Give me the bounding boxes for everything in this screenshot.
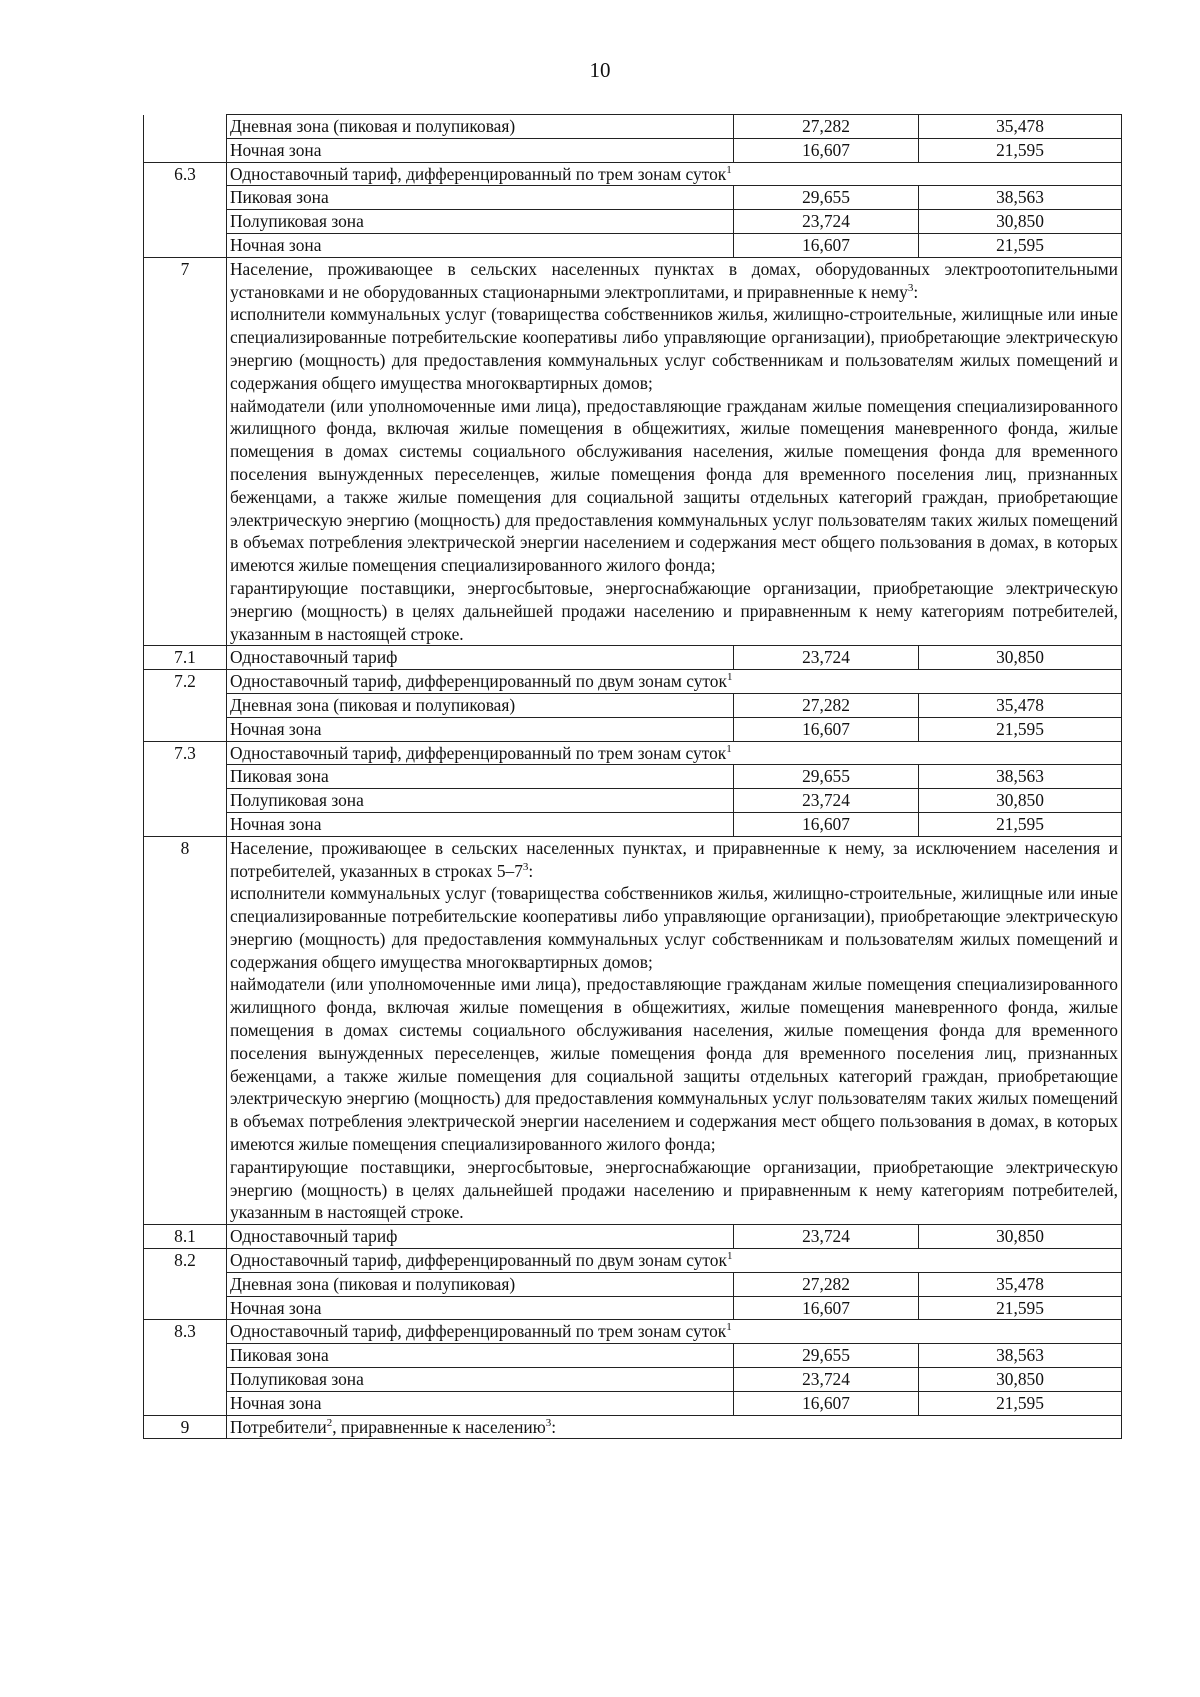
- tariff-value-2: 21,595: [919, 1296, 1122, 1320]
- footnote-ref: 1: [726, 742, 732, 755]
- table-row: [144, 1225, 1122, 1249]
- tariff-group-header: Одноставочный тариф, дифференцированный по трем зонам суток$^1$: [227, 1320, 1122, 1344]
- table-row: [144, 670, 1122, 694]
- tariff-label: Ночная зона: [227, 717, 734, 741]
- row-number: 7: [144, 257, 227, 646]
- row-number-cell: [144, 138, 227, 162]
- row-number: 7.1: [144, 646, 227, 670]
- tariff-label: Одноставочный тариф: [227, 1225, 734, 1249]
- tariff-value-2: 21,595: [919, 138, 1122, 162]
- table-row: [144, 1391, 1122, 1415]
- footnote-ref: 2: [326, 1416, 333, 1429]
- tariff-label: Дневная зона (пиковая и полупиковая): [227, 115, 734, 139]
- consumer-category-description: Потребители$^2$, приравненные к населению$^3$:: [227, 1415, 1122, 1439]
- tariff-value-2: 21,595: [919, 717, 1122, 741]
- footnote-ref: 3: [545, 1416, 552, 1429]
- row-number: 8: [144, 836, 227, 1225]
- tariff-label: Ночная зона: [227, 1296, 734, 1320]
- tariff-table: [143, 114, 1122, 1439]
- tariff-label: Ночная зона: [227, 138, 734, 162]
- tariff-group-header: Одноставочный тариф, дифференцированный по трем зонам суток$^1$: [227, 162, 1122, 186]
- tariff-value-2: 30,850: [919, 789, 1122, 813]
- tariff-group-header: Одноставочный тариф, дифференцированный по трем зонам суток$^1$: [227, 741, 1122, 765]
- row-number: 9: [144, 1415, 227, 1439]
- tariff-value-2: 38,563: [919, 1344, 1122, 1368]
- table-row: [144, 1320, 1122, 1344]
- tariff-value-1: 16,607: [734, 812, 919, 836]
- table-row: [144, 1272, 1122, 1296]
- table-row: [144, 162, 1122, 186]
- table-row: [144, 646, 1122, 670]
- tariff-value-1: 23,724: [734, 789, 919, 813]
- footnote-ref: 1: [726, 1250, 733, 1263]
- category-paragraph: наймодатели (или уполномоченные ими лица), предоставляющие гражданам жилые помещения специализированного жилищного фонда, включая жилые помещения в общежитиях, жилые помещения маневренного фонда, жилые помещения в домах системы социального обслуживания населения, жилые помещения фонда для временного поселения вынужденных переселенцев, жилые помещения фонда для временного поселения лиц, признанных беженцами, а также жилые помещения для социальной защиты отдельных категорий граждан, приобретающие электрическую энергию (мощность) для предоставления коммунальных услуг пользователям таких жилых помещений в объемах потребления электрической энергии населением и содержания мест общего пользования в домах, в которых имеются жилые помещения специализированного жилого фонда;: [230, 974, 1118, 1155]
- footnote-ref: 1: [726, 671, 733, 684]
- table-row: [144, 115, 1122, 139]
- tariff-group-header: Одноставочный тариф, дифференцированный по двум зонам суток$^1$: [227, 1249, 1122, 1273]
- tariff-value-1: 16,607: [734, 1391, 919, 1415]
- tariff-value-1: 16,607: [734, 233, 919, 257]
- category-paragraph: исполнители коммунальных услуг (товарищества собственников жилья, жилищно-строительные, жилищные или иные специализированные потребительские кооперативы либо управляющие организации), приобретающие электрическую энергию (мощность) для предоставления коммунальных услуг собственникам и пользователям жилых помещений и содержания общего имущества многоквартирных домов;: [230, 883, 1118, 972]
- page-number: 10: [589, 58, 611, 82]
- category-intro: Население, проживающее в сельских населенных пунктах в домах, оборудованных электроотопительными установками и не оборудованных стационарными электроплитами, и приравненные к нему$^3$:: [230, 258, 1118, 302]
- footnote-ref: 1: [726, 163, 732, 176]
- table-row: [144, 186, 1122, 210]
- tariff-label: Одноставочный тариф: [227, 646, 734, 670]
- tariff-value-2: 35,478: [919, 693, 1122, 717]
- category-paragraph: исполнители коммунальных услуг (товарищества собственников жилья, жилищно-строительные, жилищные или иные специализированные потребительские кооперативы либо управляющие организации), приобретающие электрическую энергию (мощность) для предоставления коммунальных услуг собственникам и пользователям жилых помещений и содержания общего имущества многоквартирных домов;: [230, 304, 1118, 393]
- tariff-value-2: 35,478: [919, 115, 1122, 139]
- table-row: [144, 693, 1122, 717]
- tariff-value-1: 23,724: [734, 1368, 919, 1392]
- tariff-value-1: 27,282: [734, 693, 919, 717]
- tariff-label: Дневная зона (пиковая и полупиковая): [227, 1272, 734, 1296]
- tariff-group-header: Одноставочный тариф, дифференцированный по двум зонам суток$^1$: [227, 670, 1122, 694]
- category-intro: Население, проживающее в сельских населенных пунктах, и приравненные к нему, за исключением населения и потребителей, указанных в строках $5-7^3$:: [230, 837, 1118, 881]
- table-row: [144, 789, 1122, 813]
- tariff-value-1: 23,724: [734, 1225, 919, 1249]
- tariff-label: Ночная зона: [227, 1391, 734, 1415]
- tariff-value-2: 30,850: [919, 210, 1122, 234]
- row-number: 8.3: [144, 1320, 227, 1344]
- tariff-value-1: 16,607: [734, 1296, 919, 1320]
- tariff-value-1: 29,655: [734, 1344, 919, 1368]
- tariff-value-1: 29,655: [734, 765, 919, 789]
- tariff-value-1: 27,282: [734, 1272, 919, 1296]
- tariff-value-2: 30,850: [919, 646, 1122, 670]
- tariff-value-1: 23,724: [734, 646, 919, 670]
- table-row: [144, 1415, 1122, 1439]
- table-row: [144, 1344, 1122, 1368]
- table-row: [144, 1296, 1122, 1320]
- tariff-value-2: 21,595: [919, 1391, 1122, 1415]
- table-row: [144, 210, 1122, 234]
- tariff-label: Полупиковая зона: [227, 1368, 734, 1392]
- row-number: 8.1: [144, 1225, 227, 1249]
- tariff-label: Пиковая зона: [227, 186, 734, 210]
- table-row: [144, 257, 1122, 646]
- tariff-value-1: 23,724: [734, 210, 919, 234]
- footnote-ref: 1: [726, 1321, 732, 1334]
- tariff-label: Полупиковая зона: [227, 210, 734, 234]
- table-row: [144, 765, 1122, 789]
- tariff-label: Ночная зона: [227, 812, 734, 836]
- row-number: 6.3: [144, 162, 227, 186]
- table-row: [144, 1249, 1122, 1273]
- row-number: 7.2: [144, 670, 227, 694]
- consumer-category-description: [227, 257, 1122, 646]
- table-row: [144, 812, 1122, 836]
- tariff-value-2: 30,850: [919, 1225, 1122, 1249]
- tariff-value-1: 16,607: [734, 138, 919, 162]
- tariff-value-2: 21,595: [919, 233, 1122, 257]
- tariff-value-1: 27,282: [734, 115, 919, 139]
- row-number: 7.3: [144, 741, 227, 765]
- consumer-category-description: [227, 836, 1122, 1225]
- tariff-label: Дневная зона (пиковая и полупиковая): [227, 693, 734, 717]
- footnote-ref: 3: [907, 281, 914, 294]
- table-row: [144, 741, 1122, 765]
- tariff-label: Пиковая зона: [227, 765, 734, 789]
- category-paragraph: гарантирующие поставщики, энергосбытовые, энергоснабжающие организации, приобретающие электрическую энергию (мощность) в целях дальнейшей продажи населению и приравненным к нему категориям потребителей, указанным в настоящей строке.: [230, 1156, 1118, 1223]
- tariff-label: Ночная зона: [227, 233, 734, 257]
- category-paragraph: наймодатели (или уполномоченные ими лица), предоставляющие гражданам жилые помещения специализированного жилищного фонда, включая жилые помещения в общежитиях, жилые помещения маневренного фонда, жилые помещения в домах системы социального обслуживания населения, жилые помещения фонда для временного поселения вынужденных переселенцев, жилые помещения фонда для временного поселения лиц, признанных беженцами, а также жилые помещения для социальной защиты отдельных категорий граждан, приобретающие электрическую энергию (мощность) для предоставления коммунальных услуг пользователям таких жилых помещений в объемах потребления электрической энергии населением и содержания мест общего пользования в домах, в которых имеются жилые помещения специализированного жилого фонда;: [230, 395, 1118, 576]
- tariff-label: Пиковая зона: [227, 1344, 734, 1368]
- table-row: [144, 1368, 1122, 1392]
- footnote-ref: 3: [522, 860, 529, 873]
- tariff-value-1: 29,655: [734, 186, 919, 210]
- tariff-value-2: 21,595: [919, 812, 1122, 836]
- tariff-value-1: 16,607: [734, 717, 919, 741]
- table-row: [144, 233, 1122, 257]
- tariff-value-2: 30,850: [919, 1368, 1122, 1392]
- table-row: [144, 138, 1122, 162]
- table-row: [144, 717, 1122, 741]
- tariff-value-2: 38,563: [919, 186, 1122, 210]
- tariff-label: Полупиковая зона: [227, 789, 734, 813]
- tariff-value-2: 38,563: [919, 765, 1122, 789]
- row-number-cell: [144, 115, 227, 139]
- tariff-value-2: 35,478: [919, 1272, 1122, 1296]
- row-number: 8.2: [144, 1249, 227, 1273]
- category-paragraph: гарантирующие поставщики, энергосбытовые, энергоснабжающие организации, приобретающие электрическую энергию (мощность) в целях дальнейшей продажи населению и приравненным к нему категориям потребителей, указанным в настоящей строке.: [230, 577, 1118, 644]
- table-row: [144, 836, 1122, 1225]
